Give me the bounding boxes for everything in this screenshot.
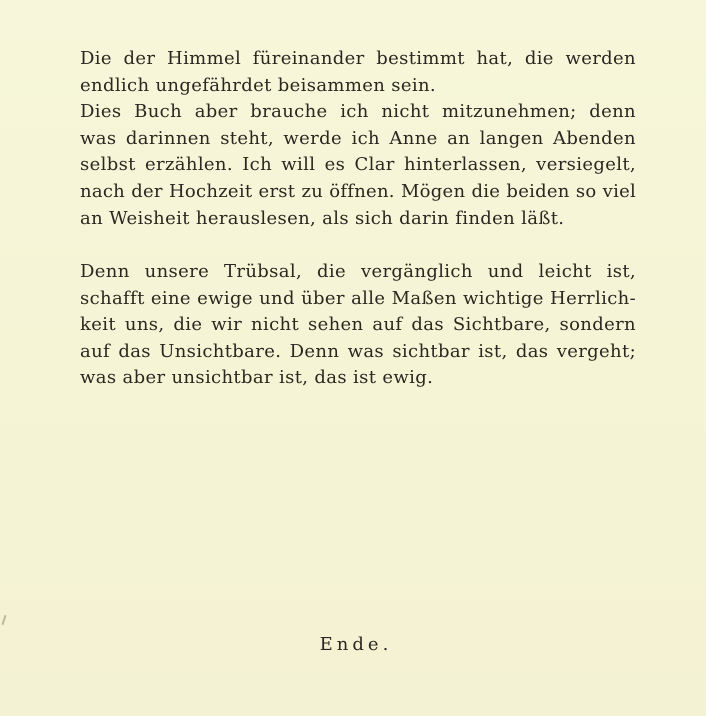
paragraph-2-line-5: an Weisheit herauslesen, als sich darin finden läßt. (80, 207, 565, 229)
paragraph-1-line-2: endlich ungefährdet beisammen sein. (80, 74, 436, 96)
paragraph-3-line-3: keit uns, die wir nicht sehen auf das Sichtbare, sondern (80, 314, 636, 336)
paragraph-2-line-1: Dies Buch aber brauche ich nicht mitzunehmen; denn (80, 101, 636, 123)
text-block-upper (80, 46, 636, 232)
paragraph-2-line-2: was darinnen steht, werde ich Anne an langen Abenden (80, 127, 636, 149)
text-block-quote (80, 259, 636, 392)
paragraph-2-line-3: selbst erzählen. Ich will es Clar hinterlassen, versiegelt, (80, 154, 636, 176)
paragraph-3-line-5: was aber unsichtbar ist, das ist ewig. (80, 367, 434, 389)
paragraph-2-line-4: nach der Hochzeit erst zu öffnen. Mögen die beiden so viel (80, 180, 636, 202)
paragraph-3-line-4: auf das Unsichtbare. Denn was sichtbar ist, das vergeht; (80, 340, 636, 362)
paragraph-3-line-2: schafft eine ewige und über alle Maßen wichtige Herrlich- (80, 287, 636, 309)
end-mark: Ende. (319, 634, 393, 655)
paragraph-1-line-1: Die der Himmel füreinander bestimmt hat, die werden (80, 48, 636, 69)
paragraph-3-line-1: Denn unsere Trübsal, die vergänglich und leicht ist, (80, 261, 636, 282)
paper-speck (2, 615, 7, 625)
